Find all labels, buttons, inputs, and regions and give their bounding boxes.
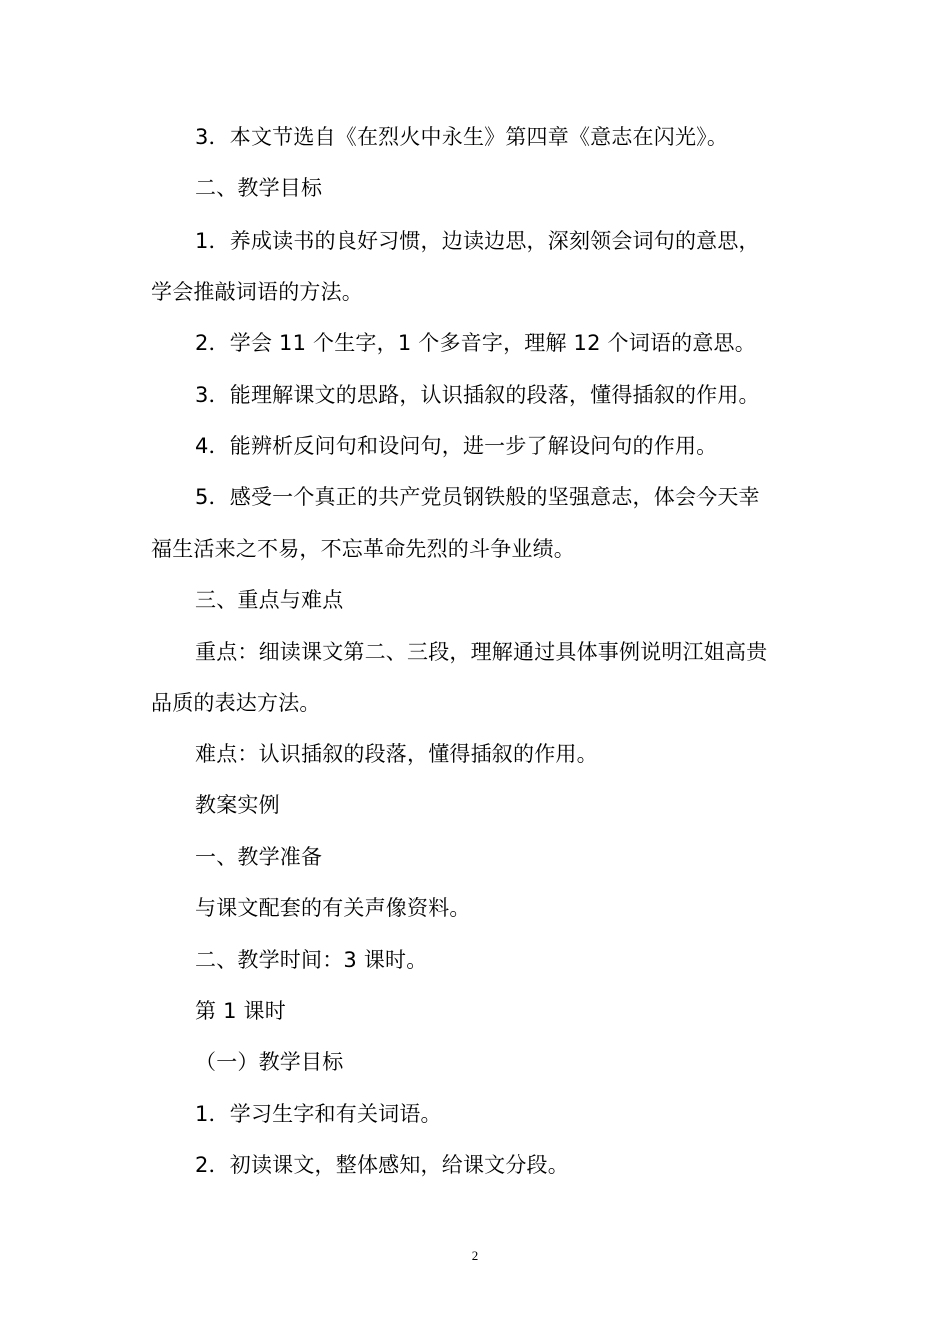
- text-line-key-point-cont: 品质的表达方法。: [151, 691, 321, 715]
- text-line-difficulty: 难点：认识插叙的段落，懂得插叙的作用。: [195, 742, 598, 766]
- text-line-goal-5-cont: 福生活来之不易，不忘革命先烈的斗争业绩。: [151, 537, 575, 561]
- text-line-goal-2: 2．学会 11 个生字，1 个多音字，理解 12 个词语的意思。: [195, 331, 756, 355]
- page-number: 2: [471, 1248, 479, 1263]
- text-line-lesson-goal-2: 2．初读课文，整体感知，给课文分段。: [195, 1153, 569, 1177]
- text-line-key-point: 重点：细读课文第二、三段，理解通过具体事例说明江姐高贵: [195, 640, 768, 664]
- text-line-lesson-goal-1: 1．学习生字和有关词语。: [195, 1102, 442, 1126]
- section-heading-example: 教案实例: [195, 793, 280, 817]
- section-heading-preparation: 一、教学准备: [195, 845, 323, 869]
- section-heading-teaching-goals: 二、教学目标: [195, 176, 323, 200]
- text-line-teaching-time: 二、教学时间：3 课时。: [195, 948, 428, 972]
- text-line-goal-4: 4．能辨析反问句和设问句，进一步了解设问句的作用。: [195, 434, 718, 458]
- text-line-goal-5: 5．感受一个真正的共产党员钢铁般的坚强意志，体会今天幸: [195, 485, 760, 509]
- section-heading-key-points: 三、重点与难点: [195, 588, 344, 612]
- text-line-goal-1-cont: 学会推敲词语的方法。: [151, 280, 363, 304]
- subsection-heading-goals: （一）教学目标: [195, 1050, 344, 1074]
- lesson-heading: 第 1 课时: [195, 999, 286, 1023]
- text-line-goal-1: 1．养成读书的良好习惯，边读边思，深刻领会词句的意思，: [195, 229, 760, 253]
- text-line-goal-3: 3．能理解课文的思路，认识插叙的段落，懂得插叙的作用。: [195, 383, 760, 407]
- text-line-source-note: 3．本文节选自《在烈火中永生》第四章《意志在闪光》。: [195, 125, 729, 149]
- text-line-materials: 与课文配套的有关声像资料。: [195, 896, 471, 920]
